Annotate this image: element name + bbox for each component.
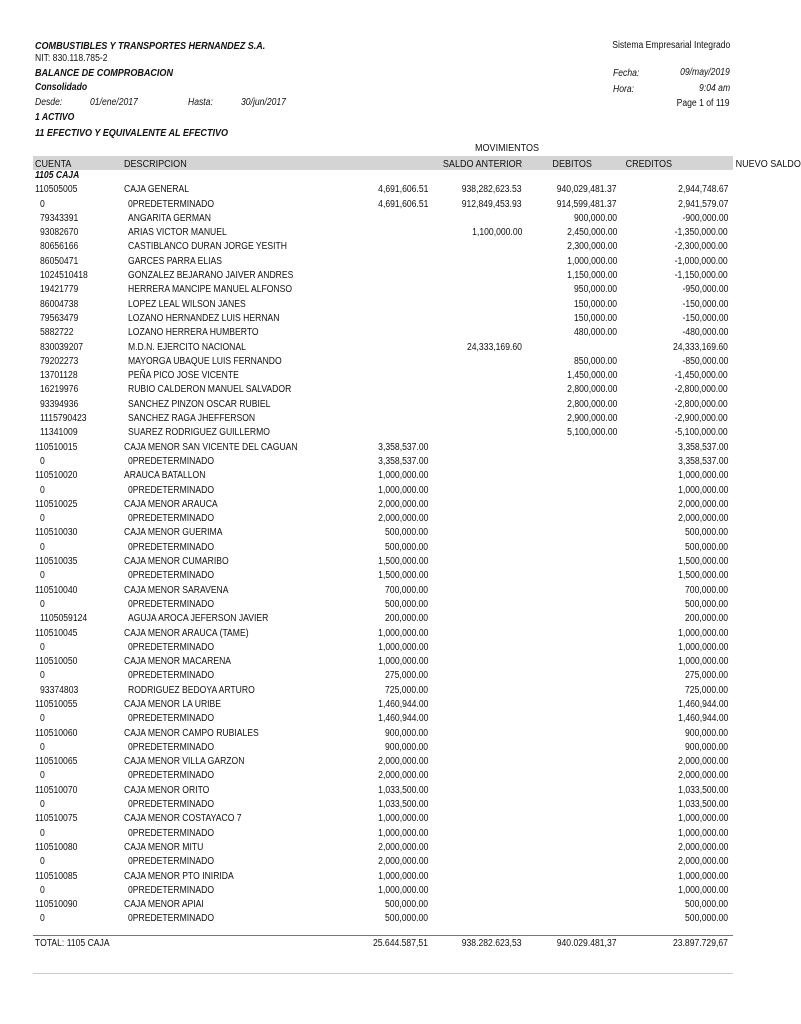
table-row [0, 899, 768, 913]
cell-cuenta: 0 [40, 741, 45, 753]
cell-descripcion: SUAREZ RODRIGUEZ GUILLERMO [128, 427, 270, 439]
table-row [0, 785, 768, 799]
cell-cuenta: 110510045 [35, 627, 78, 639]
table-row [0, 599, 768, 613]
table-row [0, 542, 768, 556]
cell-nuevo-saldo: 2,000,000.00 [677, 770, 728, 782]
cell-saldo-anterior: 1,000,000.00 [377, 484, 428, 496]
cell-nuevo-saldo: 725,000.00 [684, 684, 728, 696]
cell-descripcion: LOZANO HERNANDEZ LUIS HERNAN [128, 312, 280, 324]
desde-value: 01/ene/2017 [90, 97, 138, 108]
table-row [0, 685, 768, 699]
cell-nuevo-saldo: -1,000,000.00 [674, 255, 728, 267]
cell-saldo-anterior: 1,500,000.00 [377, 570, 428, 582]
table-row [0, 256, 768, 270]
cell-creditos: 2,800,000.00 [566, 398, 617, 410]
cell-saldo-anterior: 1,500,000.00 [377, 556, 428, 568]
cell-descripcion: 0PREDETERMINADO [128, 913, 215, 925]
total-separator [33, 935, 733, 936]
hasta-label: Hasta: [188, 97, 213, 108]
table-row [0, 885, 768, 899]
cell-creditos: 1,000,000.00 [566, 255, 617, 267]
table-row [0, 799, 768, 813]
cell-saldo-anterior: 2,000,000.00 [377, 756, 428, 768]
cell-descripcion: 0PREDETERMINADO [128, 856, 215, 868]
table-row [0, 585, 768, 599]
table-row [0, 499, 768, 513]
cell-saldo-anterior: 1,000,000.00 [377, 641, 428, 653]
cell-descripcion: 0PREDETERMINADO [128, 884, 215, 896]
cell-descripcion: 0PREDETERMINADO [128, 598, 215, 610]
cell-cuenta: 110510020 [35, 470, 78, 482]
cell-cuenta: 13701128 [40, 370, 78, 382]
cell-cuenta: 110510060 [35, 727, 78, 739]
cell-creditos: 950,000.00 [573, 284, 617, 296]
cell-descripcion: GARCES PARRA ELIAS [128, 255, 222, 267]
cell-creditos: 5,100,000.00 [566, 427, 617, 439]
cell-cuenta: 110510025 [35, 498, 78, 510]
table-row [0, 199, 768, 213]
table-row [0, 284, 768, 298]
cell-cuenta: 93082670 [40, 227, 79, 239]
table-row [0, 699, 768, 713]
cell-nuevo-saldo: 900,000.00 [684, 727, 728, 739]
cell-descripcion: 0PREDETERMINADO [128, 827, 215, 839]
cell-saldo-anterior: 2,000,000.00 [377, 856, 428, 868]
cell-cuenta: 110510040 [35, 584, 78, 596]
cell-creditos: 2,900,000.00 [566, 413, 617, 425]
cell-descripcion: 0PREDETERMINADO [128, 541, 215, 553]
table-row [0, 313, 768, 327]
cell-cuenta: 5882722 [40, 327, 74, 339]
table-row [0, 470, 768, 484]
cell-nuevo-saldo: 1,000,000.00 [677, 484, 728, 496]
cell-cuenta: 0 [40, 513, 45, 525]
table-row [0, 913, 768, 927]
cell-nuevo-saldo: -5,100,000.00 [674, 427, 728, 439]
cell-descripcion: ARIAS VICTOR MANUEL [128, 227, 227, 239]
table-row [0, 213, 768, 227]
cell-descripcion: 0PREDETERMINADO [128, 799, 215, 811]
table-row [0, 613, 768, 627]
table-row [0, 728, 768, 742]
total-debitos: 938.282.623,53 [462, 938, 522, 949]
cell-nuevo-saldo: 1,000,000.00 [677, 627, 728, 639]
cell-creditos: 480,000.00 [573, 327, 617, 339]
total-label: TOTAL: 1105 CAJA [35, 938, 110, 949]
cell-nuevo-saldo: 3,358,537.00 [677, 441, 728, 453]
table-row [0, 770, 768, 784]
cell-descripcion: CAJA GENERAL [124, 184, 190, 196]
table-row [0, 856, 768, 870]
table-row [0, 399, 768, 413]
cell-creditos: 850,000.00 [573, 355, 617, 367]
cell-cuenta: 1105059124 [40, 613, 88, 625]
table-row [0, 356, 768, 370]
table-row [0, 456, 768, 470]
cell-saldo-anterior: 3,358,537.00 [377, 455, 428, 467]
table-row [0, 227, 768, 241]
table-row [0, 713, 768, 727]
table-row [0, 442, 768, 456]
cell-debitos: 938,282,623.53 [462, 184, 522, 196]
cell-cuenta: 0 [40, 598, 45, 610]
cell-saldo-anterior: 500,000.00 [384, 527, 428, 539]
cell-descripcion: CAJA MENOR APIAI [124, 899, 204, 911]
cell-nuevo-saldo: 1,033,500.00 [677, 799, 728, 811]
fecha-value: 09/may/2019 [680, 67, 730, 78]
hora-value: 9:04 am [698, 83, 730, 94]
cell-descripcion: LOPEZ LEAL WILSON JANES [128, 298, 246, 310]
cell-saldo-anterior: 500,000.00 [384, 899, 428, 911]
cell-descripcion: 0PREDETERMINADO [128, 641, 215, 653]
cell-nuevo-saldo: 1,460,944.00 [677, 713, 728, 725]
cell-nuevo-saldo: 500,000.00 [684, 598, 728, 610]
cell-cuenta: 110510050 [35, 656, 78, 668]
table-row [0, 871, 768, 885]
table-row [0, 813, 768, 827]
table-row [0, 656, 768, 670]
table-row [0, 342, 768, 356]
cell-nuevo-saldo: -150,000.00 [682, 312, 728, 324]
cell-descripcion: 0PREDETERMINADO [128, 513, 215, 525]
movimientos-label: MOVIMIENTOS [475, 142, 540, 154]
cell-saldo-anterior: 1,000,000.00 [377, 470, 428, 482]
cell-cuenta: 830039207 [40, 341, 84, 353]
cell-nuevo-saldo: 500,000.00 [684, 899, 728, 911]
cell-nuevo-saldo: -950,000.00 [682, 284, 728, 296]
cell-nuevo-saldo: -850,000.00 [682, 355, 728, 367]
cell-nuevo-saldo: 1,500,000.00 [677, 570, 728, 582]
table-row [0, 427, 768, 441]
report-title: BALANCE DE COMPROBACION [35, 67, 173, 79]
cell-cuenta: 80656166 [40, 241, 79, 253]
cell-cuenta: 110510070 [35, 784, 78, 796]
cell-saldo-anterior: 1,460,944.00 [377, 713, 428, 725]
cell-cuenta: 0 [40, 670, 45, 682]
cell-nuevo-saldo: 2,000,000.00 [677, 856, 728, 868]
cell-descripcion: GONZALEZ BEJARANO JAIVER ANDRES [128, 270, 294, 282]
cell-saldo-anterior: 1,000,000.00 [377, 813, 428, 825]
cell-nuevo-saldo: 1,000,000.00 [677, 827, 728, 839]
cell-nuevo-saldo: 200,000.00 [684, 613, 728, 625]
cell-descripcion: CAJA MENOR SAN VICENTE DEL CAGUAN [124, 441, 298, 453]
cell-saldo-anterior: 1,460,944.00 [377, 698, 428, 710]
cell-cuenta: 16219976 [40, 384, 79, 396]
cell-cuenta: 79202273 [40, 355, 79, 367]
total-saldo-anterior: 25.644.587,51 [373, 938, 428, 949]
cell-saldo-anterior: 500,000.00 [384, 541, 428, 553]
cell-descripcion: CAJA MENOR ARAUCA [124, 498, 218, 510]
cell-cuenta: 110510075 [35, 813, 78, 825]
cell-saldo-anterior: 2,000,000.00 [377, 770, 428, 782]
table-row [0, 628, 768, 642]
cell-descripcion: AGUJA AROCA JEFERSON JAVIER [128, 613, 269, 625]
cell-cuenta: 93394936 [40, 398, 79, 410]
cell-descripcion: LOZANO HERRERA HUMBERTO [128, 327, 259, 339]
table-row [0, 241, 768, 255]
cell-saldo-anterior: 4,691,606.51 [377, 184, 428, 196]
cell-creditos: 150,000.00 [573, 312, 617, 324]
cell-descripcion: CAJA MENOR SARAVENA [124, 584, 229, 596]
cell-saldo-anterior: 4,691,606.51 [377, 198, 428, 210]
cell-cuenta: 110510055 [35, 698, 78, 710]
cell-cuenta: 110510035 [35, 556, 78, 568]
cell-nuevo-saldo: 2,000,000.00 [677, 498, 728, 510]
company-name: COMBUSTIBLES Y TRANSPORTES HERNANDEZ S.A. [35, 40, 266, 52]
cell-descripcion: RUBIO CALDERON MANUEL SALVADOR [128, 384, 292, 396]
cell-nuevo-saldo: 1,000,000.00 [677, 641, 728, 653]
cell-nuevo-saldo: 1,460,944.00 [677, 698, 728, 710]
cell-descripcion: CAJA MENOR CAMPO RUBIALES [124, 727, 259, 739]
system-name: Sistema Empresarial Integrado [611, 40, 730, 51]
cell-cuenta: 0 [40, 913, 45, 925]
cell-nuevo-saldo: 1,000,000.00 [677, 656, 728, 668]
cell-nuevo-saldo: -1,450,000.00 [674, 370, 728, 382]
cell-descripcion: PEÑA PICO JOSE VICENTE [128, 370, 239, 382]
table-row [0, 513, 768, 527]
table-row [0, 299, 768, 313]
cell-descripcion: 0PREDETERMINADO [128, 770, 215, 782]
cell-descripcion: CASTIBLANCO DURAN JORGE YESITH [128, 241, 287, 253]
cell-descripcion: CAJA MENOR CUMARIBO [124, 556, 229, 568]
cell-cuenta: 110510065 [35, 756, 78, 768]
cell-descripcion: CAJA MENOR MITU [124, 841, 204, 853]
cell-saldo-anterior: 3,358,537.00 [377, 441, 428, 453]
cell-descripcion: CAJA MENOR MACARENA [124, 656, 232, 668]
cell-cuenta: 0 [40, 484, 45, 496]
cell-creditos: 900,000.00 [573, 212, 617, 224]
desde-label: Desde: [35, 97, 63, 108]
cell-descripcion: CAJA MENOR PTO INIRIDA [124, 870, 234, 882]
section-efectivo: 11 EFECTIVO Y EQUIVALENTE AL EFECTIVO [35, 127, 229, 139]
fecha-label: Fecha: [613, 68, 640, 79]
cell-saldo-anterior: 2,000,000.00 [377, 498, 428, 510]
cell-saldo-anterior: 900,000.00 [384, 727, 428, 739]
cell-cuenta: 79563479 [40, 312, 79, 324]
cell-nuevo-saldo: 1,500,000.00 [677, 556, 728, 568]
cell-creditos: 1,450,000.00 [566, 370, 617, 382]
cell-descripcion: HERRERA MANCIPE MANUEL ALFONSO [128, 284, 293, 296]
cell-descripcion: MAYORGA UBAQUE LUIS FERNANDO [128, 355, 282, 367]
cell-saldo-anterior: 725,000.00 [384, 684, 428, 696]
cell-descripcion: CAJA MENOR ORITO [124, 784, 210, 796]
table-row [0, 270, 768, 284]
footer-divider [33, 973, 733, 974]
cell-saldo-anterior: 275,000.00 [384, 670, 428, 682]
cell-nuevo-saldo: 2,000,000.00 [677, 756, 728, 768]
cell-saldo-anterior: 700,000.00 [384, 584, 428, 596]
total-row [0, 938, 768, 952]
cell-cuenta: 19421779 [40, 284, 79, 296]
hora-label: Hora: [613, 84, 635, 95]
table-row [0, 742, 768, 756]
cell-cuenta: 79343391 [40, 212, 79, 224]
cell-nuevo-saldo: -2,800,000.00 [674, 384, 728, 396]
cell-cuenta: 0 [40, 827, 45, 839]
cell-nuevo-saldo: -480,000.00 [682, 327, 728, 339]
cell-nuevo-saldo: 700,000.00 [684, 584, 728, 596]
table-row [0, 184, 768, 198]
table-row [0, 327, 768, 341]
cell-saldo-anterior: 1,033,500.00 [377, 784, 428, 796]
cell-nuevo-saldo: 2,000,000.00 [677, 513, 728, 525]
cell-nuevo-saldo: -2,300,000.00 [674, 241, 728, 253]
cell-cuenta: 0 [40, 799, 45, 811]
cell-nuevo-saldo: 2,000,000.00 [677, 841, 728, 853]
company-nit: NIT: 830.118.785-2 [35, 53, 108, 64]
cell-descripcion: M.D.N. EJERCITO NACIONAL [128, 341, 246, 353]
cell-debitos: 24,333,169.60 [467, 341, 522, 353]
cell-descripcion: 0PREDETERMINADO [128, 198, 215, 210]
cell-cuenta: 1115790423 [40, 413, 87, 425]
cell-creditos: 914,599,481.37 [557, 198, 617, 210]
cell-creditos: 150,000.00 [573, 298, 617, 310]
cell-nuevo-saldo: 1,000,000.00 [677, 470, 728, 482]
cell-descripcion: 0PREDETERMINADO [128, 570, 215, 582]
table-row [0, 828, 768, 842]
table-row [0, 670, 768, 684]
cell-cuenta: 11341009 [40, 427, 78, 439]
cell-saldo-anterior: 1,000,000.00 [377, 884, 428, 896]
cell-nuevo-saldo: -900,000.00 [682, 212, 728, 224]
cell-cuenta: 110510085 [35, 870, 78, 882]
cell-debitos: 912,849,453.93 [462, 198, 522, 210]
cell-nuevo-saldo: 24,333,169.60 [673, 341, 728, 353]
cell-creditos: 2,300,000.00 [566, 241, 617, 253]
cell-debitos: 1,100,000.00 [471, 227, 522, 239]
cell-cuenta: 1024510418 [40, 270, 88, 282]
cell-creditos: 940,029,481.37 [557, 184, 617, 196]
cell-descripcion: RODRIGUEZ BEDOYA ARTURO [128, 684, 255, 696]
cell-descripcion: 0PREDETERMINADO [128, 713, 215, 725]
table-row [0, 527, 768, 541]
cell-nuevo-saldo: -150,000.00 [682, 298, 728, 310]
cell-saldo-anterior: 1,000,000.00 [377, 827, 428, 839]
table-row [0, 642, 768, 656]
cell-descripcion: ANGARITA GERMAN [128, 212, 211, 224]
cell-creditos: 2,800,000.00 [566, 384, 617, 396]
cell-saldo-anterior: 1,000,000.00 [377, 627, 428, 639]
cell-cuenta: 0 [40, 884, 45, 896]
balance-table-body [0, 170, 768, 928]
cell-cuenta: 110510080 [35, 841, 78, 853]
cell-descripcion: SANCHEZ PINZON OSCAR RUBIEL [128, 398, 271, 410]
cell-cuenta: 110510090 [35, 899, 78, 911]
cell-cuenta: 0 [40, 770, 45, 782]
table-row [0, 842, 768, 856]
table-row [0, 485, 768, 499]
page-number: Page 1 of 119 [677, 98, 730, 109]
cell-nuevo-saldo: 1,000,000.00 [677, 813, 728, 825]
group-title: 1105 CAJA [35, 170, 80, 181]
cell-nuevo-saldo: 275,000.00 [684, 670, 728, 682]
cell-nuevo-saldo: 1,000,000.00 [677, 870, 728, 882]
table-row [0, 384, 768, 398]
cell-nuevo-saldo: 3,358,537.00 [677, 455, 728, 467]
cell-cuenta: 0 [40, 713, 45, 725]
cell-nuevo-saldo: 1,033,500.00 [677, 784, 728, 796]
cell-saldo-anterior: 500,000.00 [384, 913, 428, 925]
cell-cuenta: 0 [40, 641, 45, 653]
cell-nuevo-saldo: 900,000.00 [684, 741, 728, 753]
cell-saldo-anterior: 1,033,500.00 [377, 799, 428, 811]
cell-nuevo-saldo: 500,000.00 [684, 541, 728, 553]
cell-descripcion: CAJA MENOR LA URIBE [124, 698, 222, 710]
table-row [0, 556, 768, 570]
cell-nuevo-saldo: 500,000.00 [684, 913, 728, 925]
cell-saldo-anterior: 2,000,000.00 [377, 841, 428, 853]
cell-descripcion: CAJA MENOR ARAUCA (TAME) [124, 627, 249, 639]
cell-nuevo-saldo: -2,900,000.00 [674, 413, 728, 425]
consolidated-label: Consolidado [35, 82, 88, 93]
cell-descripcion: 0PREDETERMINADO [128, 484, 215, 496]
table-row [0, 570, 768, 584]
cell-descripcion: CAJA MENOR GUERIMA [124, 527, 223, 539]
column-header-bar: CUENTA DESCRIPCION SALDO ANTERIOR DEBITOS CREDITOS NUEVO SALDO [35, 158, 801, 170]
cell-descripcion: 0PREDETERMINADO [128, 455, 215, 467]
cell-cuenta: 0 [40, 856, 45, 868]
cell-cuenta: 0 [40, 570, 45, 582]
cell-saldo-anterior: 500,000.00 [384, 598, 428, 610]
cell-cuenta: 110510030 [35, 527, 78, 539]
cell-cuenta: 93374803 [40, 684, 79, 696]
cell-cuenta: 0 [40, 198, 45, 210]
cell-saldo-anterior: 1,000,000.00 [377, 870, 428, 882]
cell-saldo-anterior: 2,000,000.00 [377, 513, 428, 525]
cell-nuevo-saldo: -2,800,000.00 [674, 398, 728, 410]
cell-descripcion: ARAUCA BATALLON [124, 470, 206, 482]
cell-cuenta: 110505005 [35, 184, 78, 196]
total-creditos: 940.029.481,37 [557, 938, 617, 949]
cell-creditos: 1,150,000.00 [566, 270, 617, 282]
cell-nuevo-saldo: 2,944,748.67 [677, 184, 728, 196]
table-row [0, 756, 768, 770]
cell-saldo-anterior: 1,000,000.00 [377, 656, 428, 668]
cell-nuevo-saldo: -1,350,000.00 [674, 227, 728, 239]
cell-nuevo-saldo: -1,150,000.00 [674, 270, 728, 282]
cell-saldo-anterior: 200,000.00 [384, 613, 428, 625]
cell-nuevo-saldo: 1,000,000.00 [677, 884, 728, 896]
cell-cuenta: 86004738 [40, 298, 79, 310]
group-title-row [0, 170, 768, 184]
cell-cuenta: 86050471 [40, 255, 79, 267]
cell-cuenta: 110510015 [35, 441, 78, 453]
cell-descripcion: CAJA MENOR COSTAYACO 7 [124, 813, 242, 825]
total-nuevo-saldo: 23.897.729,67 [673, 938, 728, 949]
cell-cuenta: 0 [40, 541, 45, 553]
table-row [0, 370, 768, 384]
cell-creditos: 2,450,000.00 [566, 227, 617, 239]
cell-nuevo-saldo: 500,000.00 [684, 527, 728, 539]
cell-nuevo-saldo: 2,941,579.07 [677, 198, 728, 210]
section-activo: 1 ACTIVO [35, 112, 75, 123]
table-row [0, 413, 768, 427]
cell-descripcion: 0PREDETERMINADO [128, 741, 215, 753]
hasta-value: 30/jun/2017 [241, 97, 286, 108]
cell-descripcion: CAJA MENOR VILLA GARZON [124, 756, 245, 768]
cell-descripcion: 0PREDETERMINADO [128, 670, 215, 682]
cell-saldo-anterior: 900,000.00 [384, 741, 428, 753]
cell-cuenta: 0 [40, 455, 45, 467]
cell-descripcion: SANCHEZ RAGA JHEFFERSON [128, 413, 256, 425]
